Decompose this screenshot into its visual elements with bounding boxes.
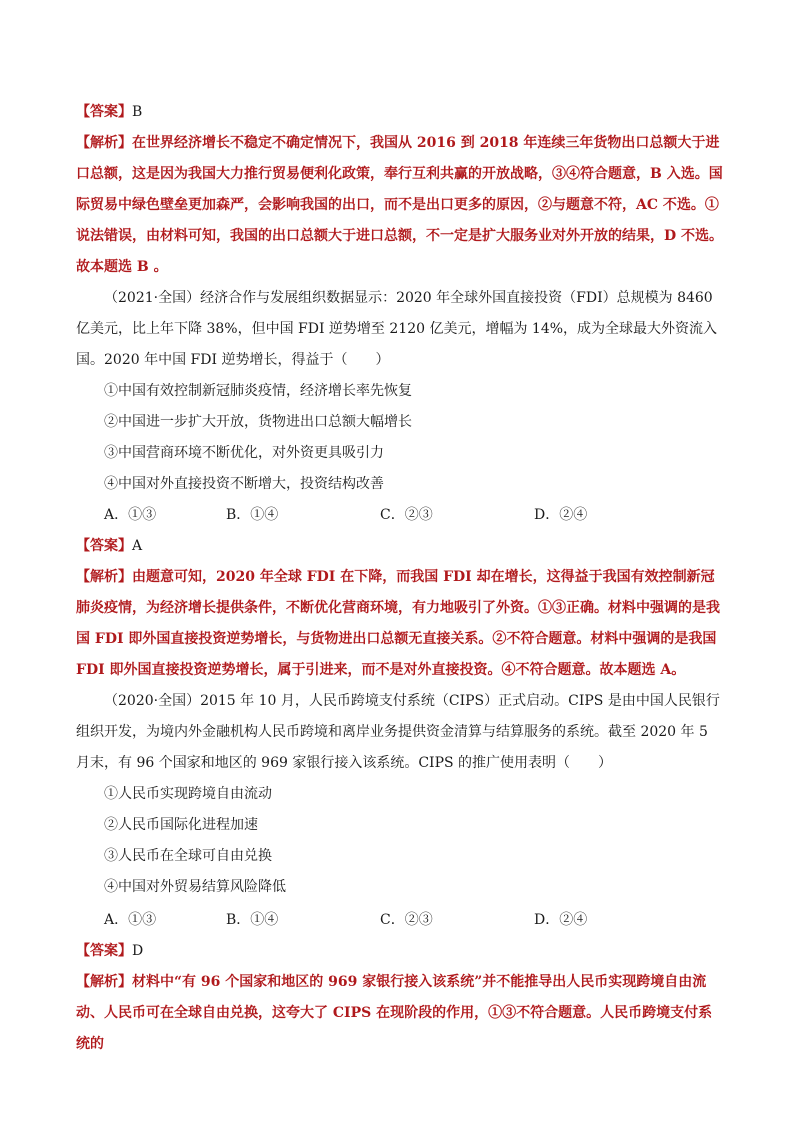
- analysis-text: 材料中“有 96 个国家和地区的 969 家银行接入该系统”并不能推导出人民币实现跨境自由流动、人民币可在全球自由兑换，这夸大了 CIPS 在现阶段的作用，①③不符合题意。人民币跨境支付系统的: [76, 974, 713, 1052]
- q3-stem: （2020·全国）2015 年 10 月，人民币跨境支付系统（CIPS）正式启动。CIPS 是由中国人民银行组织开发，为境内外金融机构人民币跨境和离岸业务提供资金清算与结算服务的系统。截至 2020 年 5 月末，有 96 个国家和地区的 969 家银行接入该系统。CIPS 的推广使用表明（ ）: [76, 693, 720, 771]
- q3-option-3: ③人民币在全球可自由兑换: [104, 848, 272, 864]
- q3-choice-c[interactable]: C．②③: [380, 912, 433, 928]
- q2-option-3: ③中国营商环境不断优化，对外资更具吸引力: [104, 445, 384, 461]
- answer-value: B: [132, 104, 143, 120]
- analysis-label: 【解析】: [76, 974, 132, 990]
- answer-label: 【答案】: [76, 538, 132, 554]
- q3-option-4: ④中国对外贸易结算风险降低: [104, 879, 286, 895]
- q2-option-1: ①中国有效控制新冠肺炎疫情，经济增长率先恢复: [104, 383, 412, 399]
- answer-label: 【答案】: [76, 943, 132, 959]
- q3-choice-a[interactable]: A．①③: [104, 912, 157, 928]
- q2-analysis: [76, 562, 724, 686]
- answer-value: D: [132, 943, 144, 959]
- q2-choice-b[interactable]: B．①④: [226, 507, 279, 523]
- analysis-text: 在世界经济增长不稳定不确定情况下，我国从 2016 到 2018 年连续三年货物出口总额大于进口总额，这是因为我国大力推行贸易便利化政策，奉行互利共赢的开放战略，③④符合题意，B 入选。国际贸易中绿色壁垒更加森严，会影响我国的出口，而不是出口更多的原因，②与题意不符，AC 不选。①说法错误，由材料可知，我国的出口总额大于进口总额，不一定是扩大服务业对外开放的结果，D 不选。故本题选 B 。: [76, 135, 724, 275]
- q3-option-2: ②人民币国际化进程加速: [104, 817, 258, 833]
- q1-analysis: [76, 128, 724, 283]
- q2-choice-d[interactable]: D．②④: [534, 507, 588, 523]
- analysis-label: 【解析】: [76, 135, 132, 151]
- q3-choice-d[interactable]: D．②④: [534, 912, 588, 928]
- answer-value: A: [132, 538, 143, 554]
- q3-choice-b[interactable]: B．①④: [226, 912, 279, 928]
- analysis-text: 由题意可知，2020 年全球 FDI 在下降，而我国 FDI 却在增长，这得益于我国有效控制新冠肺炎疫情，为经济增长提供条件，不断优化营商环境，有力地吸引了外资。①③正确。材料中强调的是我国 FDI 即外国直接投资逆势增长，与货物进出口总额无直接关系。②不符合题意。材料中强调的是我国 FDI 即外国直接投资逆势增长，属于引进来，而不是对外直接投资。④不符合题意。故本题选 A。: [76, 569, 720, 678]
- q1-answer: [76, 97, 142, 128]
- q2-option-2: ②中国进一步扩大开放，货物进出口总额大幅增长: [104, 414, 412, 430]
- answer-label: 【答案】: [76, 104, 132, 120]
- q3-option-1: ①人民币实现跨境自由流动: [104, 786, 272, 802]
- q2-stem: （2021·全国）经济合作与发展组织数据显示：2020 年全球外国直接投资（FDI）总规模为 8460 亿美元，比上年下降 38%，但中国 FDI 逆势增至 2120 亿美元，增幅为 14%，成为全球最大外资流入国。2020 年中国 FDI 逆势增长，得益于（ ）: [76, 290, 718, 368]
- q2-choice-a[interactable]: A．①③: [104, 507, 157, 523]
- q3-analysis: [76, 967, 724, 1060]
- analysis-label: 【解析】: [76, 569, 132, 585]
- q3-answer: [76, 936, 143, 967]
- q2-answer: [76, 531, 142, 562]
- q2-choice-c[interactable]: C．②③: [380, 507, 433, 523]
- q2-option-4: ④中国对外直接投资不断增大，投资结构改善: [104, 476, 384, 492]
